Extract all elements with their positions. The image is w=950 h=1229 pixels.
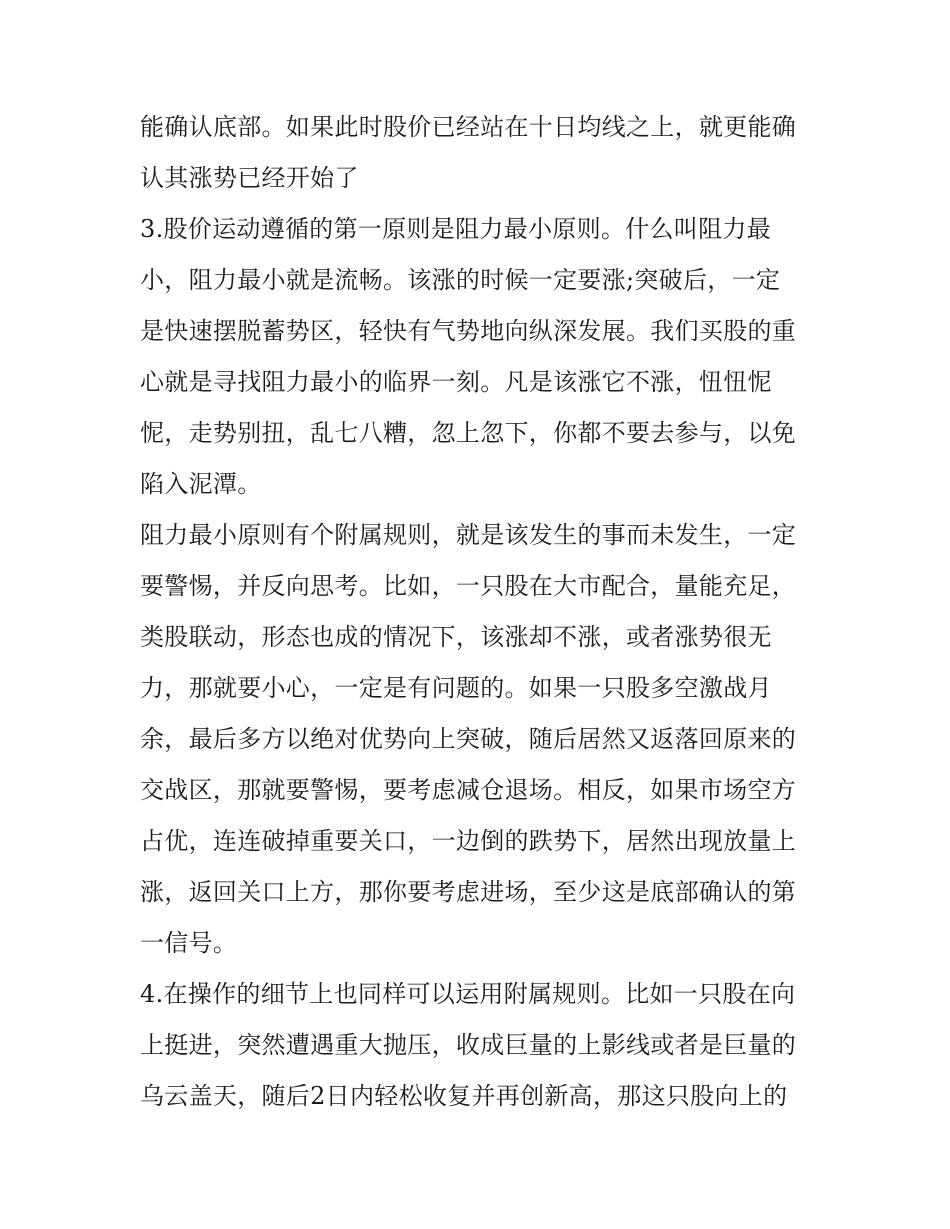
- text-line: 一信号。: [140, 929, 238, 957]
- text-line: 小，阻力最小就是流畅。该涨的时候一定要涨;突破后，一定: [140, 266, 781, 294]
- text-line: 阻力最小原则有个附属规则，就是该发生的事而未发生，一定: [140, 521, 797, 549]
- text-line: 占优，连连破掉重要关口，一边倒的跌势下，居然出现放量上: [140, 827, 797, 855]
- text-line: 交战区，那就要警惕，要考虑减仓退场。相反，如果市场空方: [140, 776, 797, 804]
- text-line: 乌云盖天，随后2日内轻松收复并再创新高，那这只股向上的: [140, 1082, 788, 1110]
- text-line: 能确认底部。如果此时股价已经站在十日均线之上，就更能确: [140, 113, 797, 141]
- text-line: 上挺进，突然遭遇重大抛压，收成巨量的上影线或者是巨量的: [140, 1031, 797, 1059]
- text-line: 要警惕，并反向思考。比如，一只股在大市配合，量能充足，: [140, 572, 797, 600]
- text-line: 4.在操作的细节上也同样可以运用附属规则。比如一只股在向: [140, 980, 796, 1008]
- document-page: [140, 102, 812, 1122]
- text-line: 类股联动，形态也成的情况下，该涨却不涨，或者涨势很无: [140, 623, 772, 651]
- text-line: 余，最后多方以绝对优势向上突破，随后居然又返落回原来的: [140, 725, 797, 753]
- text-line: 认其涨势已经开始了: [140, 164, 359, 192]
- text-line: 是快速摆脱蓄势区，轻快有气势地向纵深发展。我们买股的重: [140, 317, 797, 345]
- text-line: 陷入泥潭。: [140, 470, 262, 498]
- text-line: 涨，返回关口上方，那你要考虑进场，至少这是底部确认的第: [140, 878, 797, 906]
- text-line: 心就是寻找阻力最小的临界一刻。凡是该涨它不涨，忸忸怩: [140, 368, 772, 396]
- text-line: 3.股价运动遵循的第一原则是阻力最小原则。什么叫阻力最: [140, 215, 771, 243]
- text-line: 力，那就要小心，一定是有问题的。如果一只股多空激战月: [140, 674, 772, 702]
- text-line: 怩，走势别扭，乱七八糟，忽上忽下，你都不要去参与，以免: [140, 419, 797, 447]
